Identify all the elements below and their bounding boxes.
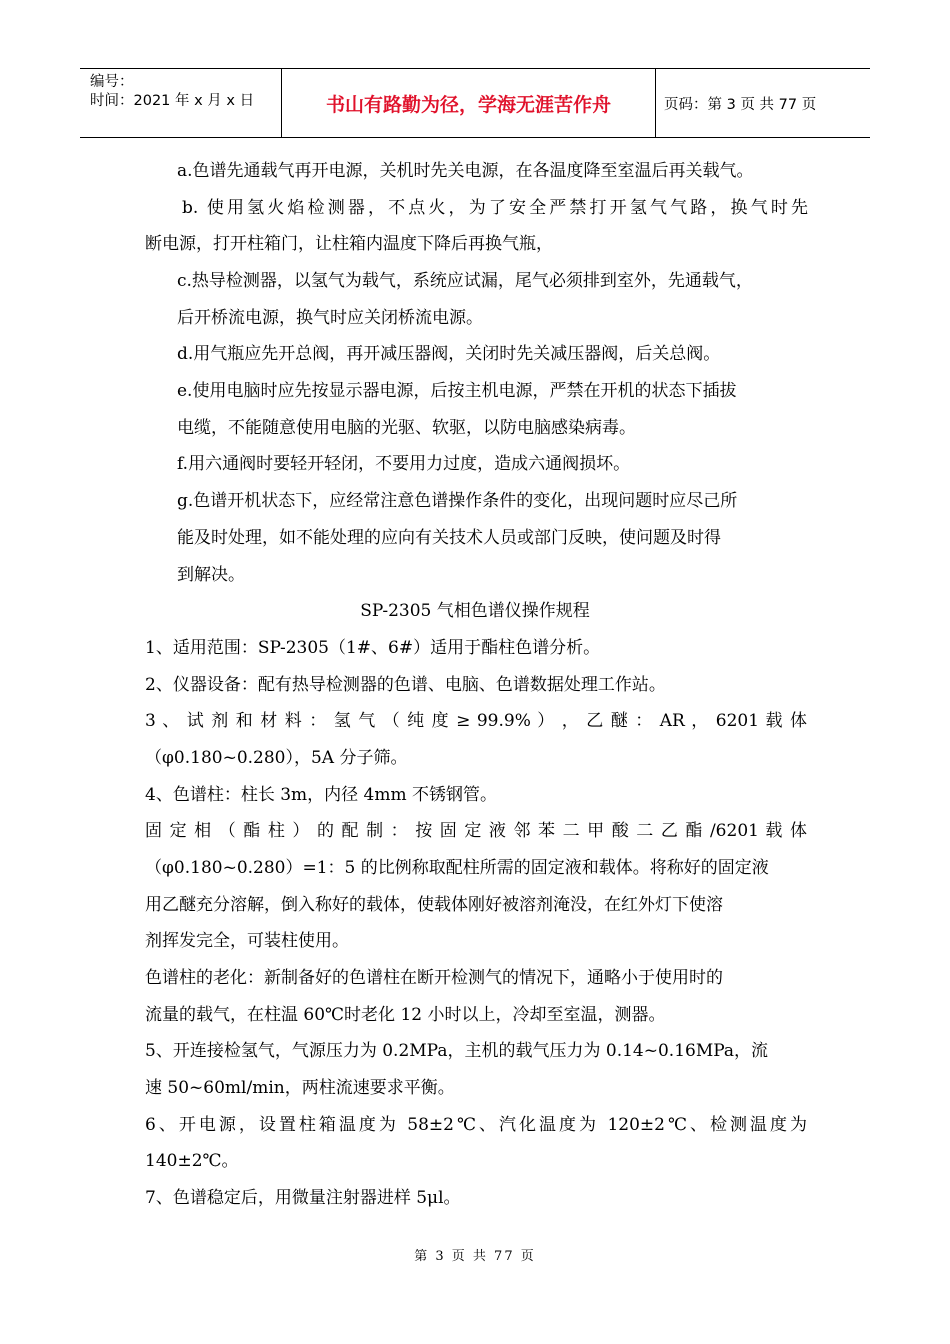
- paragraph-line: 固 定 相 （ 酯 柱 ） 的 配 制 ： 按 固 定 液 邻 苯 二 甲 酸 二 乙 酯 /6201 载 体: [145, 821, 807, 841]
- header-page-info: 页码：第 3 页 共 77 页: [664, 96, 817, 113]
- paragraph-line: e.使用电脑时应先按显示器电源，后按主机电源，严禁在开机的状态下插拔: [177, 381, 737, 401]
- paragraph-line: g.色谱开机状态下，应经常注意色谱操作条件的变化，出现问题时应尽己所: [177, 491, 738, 511]
- paragraph-line: 3 、 试 剂 和 材 料 ： 氢 气 （ 纯 度 ≥ 99.9% ） ， 乙 醚 ： AR ， 6201 载 体: [145, 711, 807, 731]
- page-footer: 第 3 页 共 77 页: [414, 1249, 536, 1264]
- paragraph-line: 断电源，打开柱箱门，让柱箱内温度下降后再换气瓶，: [145, 234, 553, 254]
- paragraph-line: （φ0.180~0.280），5A 分子筛。: [145, 748, 408, 768]
- time-label: 时间：2021 年 x 月 x 日: [90, 93, 255, 109]
- paragraph-line: 到解决。: [177, 565, 245, 585]
- paragraph-line: 能及时处理，如不能处理的应向有关技术人员或部门反映，使问题及时得: [177, 528, 721, 548]
- paragraph-line: 后开桥流电源，换气时应关闭桥流电源。: [177, 308, 483, 328]
- paragraph-line: 5、开连接检氢气，气源压力为 0.2MPa，主机的载气压力为 0.14~0.16MPa，流: [145, 1041, 769, 1061]
- paragraph-line: 1、适用范围：SP-2305（1#、6#）适用于酯柱色谱分析。: [145, 638, 601, 658]
- paragraph-line: 剂挥发完全，可装柱使用。: [145, 931, 349, 951]
- number-label: 编号：: [90, 74, 134, 90]
- paragraph-line: 6、开电源，设置柱箱温度为 58±2℃、汽化温度为 120±2℃、检测温度为: [145, 1115, 807, 1135]
- paragraph-line: 色谱柱的老化：新制备好的色谱柱在断开检测气的情况下，通略小于使用时的: [145, 968, 723, 988]
- paragraph-line: d.用气瓶应先开总阀，再开减压器阀，关闭时先关减压器阀，后关总阀。: [177, 344, 721, 364]
- paragraph-line: a.色谱先通载气再开电源，关机时先关电源，在各温度降至室温后再关载气。: [177, 161, 754, 181]
- section-title: SP-2305 气相色谱仪操作规程: [360, 601, 590, 621]
- paragraph-line: c.热导检测器，以氢气为载气，系统应试漏，尾气必须排到室外，先通载气，: [177, 271, 753, 291]
- page-header: [80, 68, 870, 138]
- paragraph-line: 4、色谱柱：柱长 3m，内径 4mm 不锈钢管。: [145, 785, 498, 805]
- paragraph-line: 140±2℃。: [145, 1151, 239, 1171]
- paragraph-line: b. 使用氢火焰检测器，不点火，为了安全严禁打开氢气气路，换气时先: [182, 198, 808, 218]
- paragraph-line: （φ0.180~0.280）=1：5 的比例称取配柱所需的固定液和载体。将称好的固定液: [145, 858, 769, 878]
- paragraph-line: 用乙醚充分溶解，倒入称好的载体，使载体刚好被溶剂淹没，在红外灯下使溶: [145, 895, 723, 915]
- paragraph-line: 7、色谱稳定后，用微量注射器进样 5μl。: [145, 1188, 461, 1208]
- paragraph-line: 电缆，不能随意使用电脑的光驱、软驱，以防电脑感染病毒。: [177, 418, 636, 438]
- paragraph-line: f.用六通阀时要轻开轻闭，不要用力过度，造成六通阀损坏。: [177, 454, 631, 474]
- paragraph-line: 2、仪器设备：配有热导检测器的色谱、电脑、色谱数据处理工作站。: [145, 675, 666, 695]
- header-meta: [80, 69, 282, 137]
- paragraph-line: 速 50~60ml/min，两柱流速要求平衡。: [145, 1078, 455, 1098]
- header-motto: 书山有路勤为径，学海无涯苦作舟: [282, 69, 656, 137]
- paragraph-line: 流量的载气，在柱温 60℃时老化 12 小时以上，冷却至室温，测器。: [145, 1005, 666, 1025]
